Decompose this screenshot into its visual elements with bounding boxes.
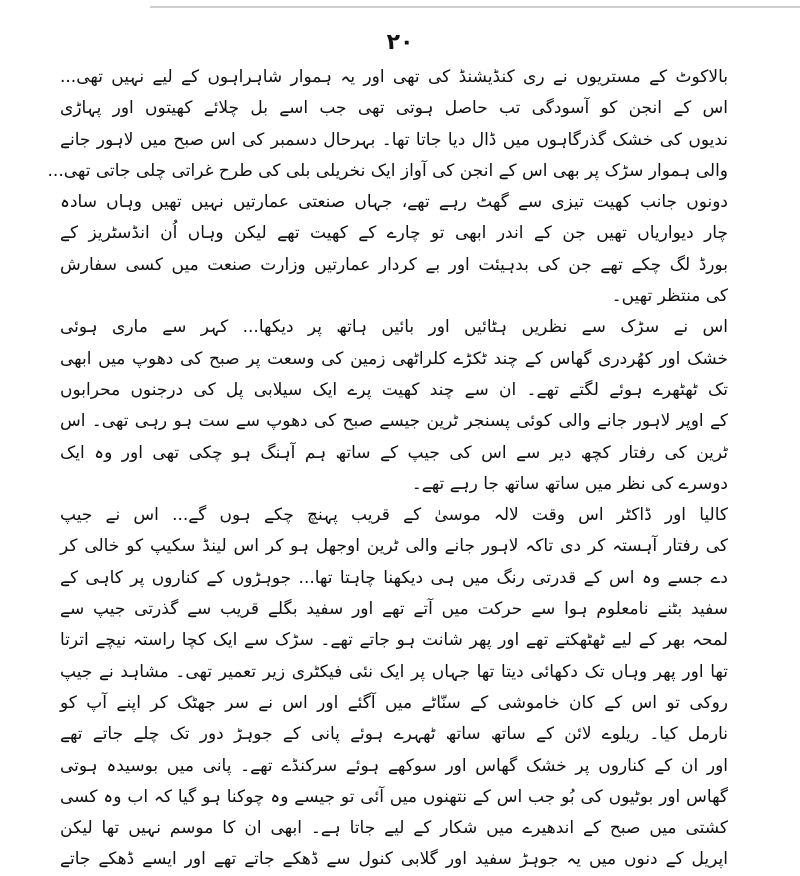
text-line: اپریل کے دنوں میں یہ جوہڑ سفید اور گلابی کنول سے ڈھکے جاتے تھے اور ایسے ڈھکے جاتے xyxy=(60,849,728,870)
text-line: دے جسے وہ اس کے قدرتی رنگ میں ہی دیکھنا چاہتا تھا... جوہڑوں کے کناروں پر کاہی کے xyxy=(60,567,728,588)
text-line: والی ہموار سڑک پر بھی اس کے انجن کی آواز ایک نخریلی بلی کی طرح غراتی چلی جاتی تھی... xyxy=(47,160,728,181)
page-top-edge xyxy=(150,6,800,8)
text-line: کی رفتار آہستہ کر دی تاکہ لاہور جانے والی ٹرین اوجھل ہو کر اس لینڈ سکیپ کو خالی کر xyxy=(60,536,728,557)
text-line: نارمل کیا۔ ریلوے لائن کے ساتھ ساتھ ٹھہرے ہوئے پانی کے جوہڑ دور تک چلے جاتے تھے xyxy=(60,724,728,745)
text-line: کشتی میں صبح کے اندھیرے میں شکار کے لیے جاتا ہے۔ ابھی ان کا موسم نہیں تھا لیکن xyxy=(60,818,728,839)
page-number: ۲۰ xyxy=(386,30,414,55)
text-line: کے اوپر لاہور جانے والی کوئی پسنجر ٹرین جیسے صبح کی دھوپ سے ست ہو رہی تھی۔ اس xyxy=(60,411,728,432)
text-line: تک ٹھٹھرے ہوئے لگتے تھے۔ ان سے چند کھیت پرے ایک سیلابی پل کی درجنوں محرابوں xyxy=(60,379,728,400)
text-line: چار دیواریاں تھیں جن کے اندر ابھی تو چارے کے کھیت تھے لیکن وہاں اُن انڈسٹریز کے xyxy=(60,223,728,244)
text-line: سفید بٹنے نامعلوم ہوا سے حرکت میں آتے تھے اور سفید بگلے قریب سے گذرتی جیپ سے xyxy=(60,599,728,620)
body-text xyxy=(47,62,728,876)
text-line: اس نے سڑک سے نظریں ہٹائیں اور بائیں ہاتھ پر دیکھا... کہر سے ماری ہوئی xyxy=(60,317,728,338)
text-line: ٹرین کی رفتار کچھ دیر سے اس کی جیپ کے ساتھ ہم آہنگ ہو چکی تھی اور وہ ایک xyxy=(60,442,728,463)
text-line: گھاس اور بوٹیوں کی بُو جب اس کے نتھنوں میں آئی تو جیسے وہ چوکنا ہو گیا کہ اب وہ کسی xyxy=(60,786,728,807)
text-line: ندیوں کی خشک گذرگاہوں میں ڈال دیا جاتا تھا۔ بہرحال دسمبر کی اس صبح میں لاہور جانے xyxy=(60,129,728,150)
text-line: دونوں جانب کھیت تیزی سے گھٹ رہے تھے، جہاں صنعتی عمارتیں نہیں تھیں وہاں سادہ xyxy=(60,192,728,213)
text-line: بورڈ لگ چکے تھے جن کی بدہیئت اور بے کردار عمارتیں وزارت صنعت میں کسی سفارش xyxy=(60,254,728,275)
text-line: بالاکوٹ کے مستریوں نے ری کنڈیشنڈ کی تھی اور یہ ہموار شاہراہوں کے لیے نہیں تھی... xyxy=(60,67,728,87)
text-line: کی منتظر تھیں۔ xyxy=(611,286,728,307)
text-line: خشک اور کھُردری گھاس کے چند ٹکڑے کلراٹھی زمین کی وسعت پر صبح کی دھوپ میں ابھی xyxy=(60,348,728,369)
text-line: لمحہ بھر کے لیے ٹھٹھکتے تھے اور پھر شانت ہو جاتے تھے۔ سڑک سے ایک کچا راستہ نیچے اترتا xyxy=(60,630,728,651)
text-line: تھا اور پھر وہاں تک دکھائی دیتا تھا جہاں پر ایک نئی فیکٹری زیر تعمیر تھی۔ مشاہد نے جیپ xyxy=(60,661,728,682)
text-line: اور ان کے کناروں پر خشک گھاس اور سوکھے ہوئے سرکنڈے تھے۔ پانی میں بوسیدہ ہوتی xyxy=(60,755,728,776)
text-line: دوسرے کی نظر میں ساتھ ساتھ جا رہے تھے۔ xyxy=(411,473,728,494)
text-line: کالیا اور ڈاکٹر اس وقت لالہ موسیٰ کے قریب پہنچ چکے ہوں گے... اس نے جیپ xyxy=(60,505,728,526)
text-line: اس کے انجن کو آسودگی تب حاصل ہوتی تھی جب اسے بل چلائے کھیتوں اور پہاڑی xyxy=(60,98,728,119)
text-line: روکی تو اس کے کان خاموشی کے سنّاٹے میں آگئے اور اس نے سر جھٹک کر اپنے آپ کو xyxy=(60,692,728,713)
